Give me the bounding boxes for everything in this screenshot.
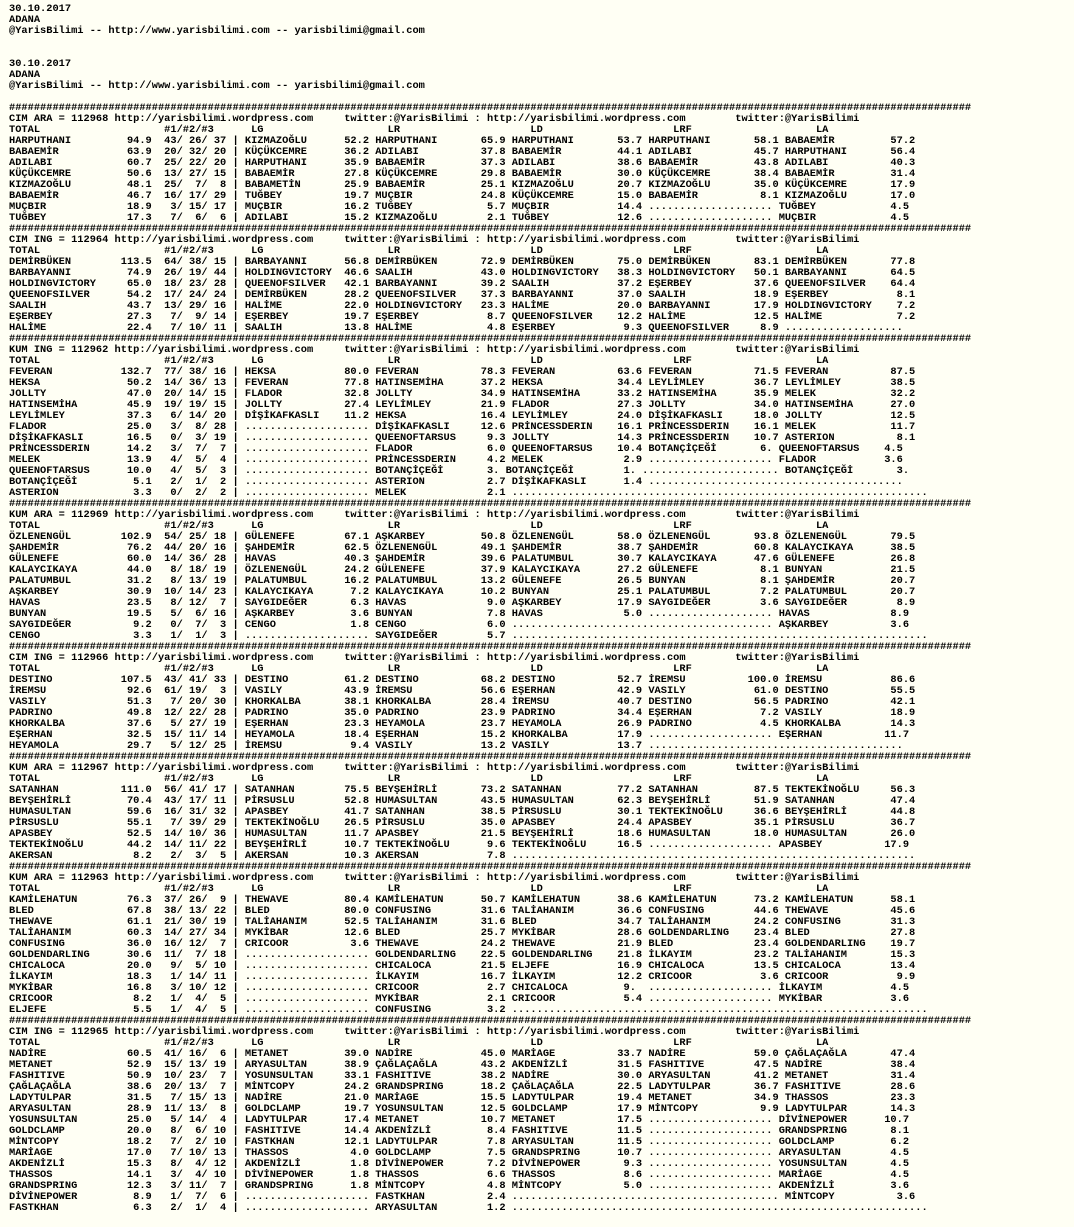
text-line: KÜÇÜKCEMRE 50.6 13/ 27/ 15 | BABAEMİR 27.8 KÜÇÜKCEMRE 29.8 BABAEMİR 30.0 KÜÇÜKCEMRE 38.4 BABAEMİR 31.4 (9, 168, 916, 180)
text-line: TOTAL #1/#2/#3 LG LR LD LRF LA (9, 520, 829, 532)
text-line: ADILABI 60.7 25/ 22/ 20 | HARPUTHANI 35.9 BABAEMİR 37.3 ADILABI 38.6 BABAEMİR 43.8 ADILABI 40.3 (9, 157, 916, 169)
text-line: TOTAL #1/#2/#3 LG LR LD LRF LA (9, 1037, 829, 1049)
text-line: TOTAL #1/#2/#3 LG LR LD LRF LA (9, 124, 829, 136)
text-line: LADYTULPAR 31.5 7/ 15/ 13 | NADİRE 21.0 MARİAGE 15.5 LADYTULPAR 19.4 METANET 34.9 THASSOS 23.3 (9, 1092, 916, 1104)
text-line: CENGO 3.3 1/ 1/ 3 | .................... SAYGIDEĞER 5.7 ................................................................... (9, 630, 928, 642)
text-line: TOTAL #1/#2/#3 LG LR LD LRF LA (9, 245, 829, 257)
text-line: VASILY 51.3 7/ 20/ 30 | KHORKALBA 38.1 KHORKALBA 28.4 İREMSU 40.7 DESTINO 56.5 PADRINO 42.1 (9, 696, 916, 708)
text-line: DİVİNEPOWER 8.9 1/ 7/ 6 | .................... FASTKHAN 2.4 ........................................... MİNTCOPY 3.6 (9, 1191, 916, 1203)
text-line: MİNTCOPY 18.2 7/ 2/ 10 | FASTKHAN 12.1 LADYTULPAR 7.8 ARYASULTAN 11.5 .................... GOLDCLAMP 6.2 (9, 1136, 910, 1148)
text-line: HAVAS 23.5 8/ 12/ 7 | SAYGIDEĞER 6.3 HAVAS 9.0 AŞKARBEY 17.9 SAYGIDEĞER 3.6 SAYGIDEĞER 8.9 (9, 597, 916, 609)
text-line: KUM ARA = 112967 http://yarisbilimi.wordpress.com twitter:@YarisBilimi : http://yarisbilimi.wordpress.com twitter:@YarisBilimi (9, 762, 860, 774)
text-line: GOLDENDARLING 30.6 11/ 7/ 18 | .................... GOLDENDARLING 22.5 GOLDENDARLING 21.8 İLKAYIM 23.2 TALİAHANIM 15.3 (9, 949, 916, 961)
text-line: FEVERAN 132.7 77/ 38/ 16 | HEKSA 80.0 FEVERAN 78.3 FEVERAN 63.6 FEVERAN 71.5 FEVERAN 87.5 (9, 366, 916, 378)
text-line: BARBAYANNI 74.9 26/ 19/ 44 | HOLDINGVICTORY 46.6 SAALIH 43.0 HOLDINGVICTORY 38.3 HOLDINGVICTORY 50.1 BARBAYANNI 64.5 (9, 267, 916, 279)
text-line: HEYAMOLA 29.7 5/ 12/ 25 | İREMSU 9.4 VASILY 13.2 VASILY 13.7 ......................................... (9, 740, 903, 752)
text-line: FASHITIVE 50.9 10/ 23/ 7 | YOSUNSULTAN 33.1 FASHITIVE 38.2 NADİRE 30.0 ARYASULTAN 41.2 METANET 31.4 (9, 1070, 916, 1082)
text-line: ADANA (9, 69, 41, 81)
text-line: ŞAHDEMİR 76.2 44/ 20/ 16 | ŞAHDEMİR 62.5 ÖZLENENGÜL 49.1 ŞAHDEMİR 38.7 ŞAHDEMİR 60.8 KALAYCIKAYA 38.5 (9, 542, 916, 554)
text-line: BOTANÇİÇEĞİ 5.1 2/ 1/ 2 | .................... ASTERION 2.7 DİŞİKAFKASLI 1.4 ......................................... (9, 476, 903, 488)
text-line: DEMİRBÜKEN 113.5 64/ 38/ 15 | BARBAYANNI 56.8 DEMİRBÜKEN 72.9 DEMİRBÜKEN 75.0 DEMİRBÜKEN 83.1 DEMİRBÜKEN 77.8 (9, 256, 916, 268)
text-line: AKERSAN 8.2 2/ 3/ 5 | AKERSAN 10.3 AKERSAN 7.8 ................................................................. (9, 850, 916, 862)
text-line: BEYŞEHİRLİ 70.4 43/ 17/ 11 | PİRSUSLU 52.8 HUMASULTAN 43.5 HUMASULTAN 62.3 BEYŞEHİRLİ 51.9 SATANHAN 47.4 (9, 795, 916, 807)
text-line: TOTAL #1/#2/#3 LG LR LD LRF LA (9, 883, 829, 895)
text-line: CIM ING = 112964 http://yarisbilimi.wordpress.com twitter:@YarisBilimi : http://yarisbilimi.wordpress.com twitter:@YarisBilimi (9, 234, 860, 246)
text-line: MUÇBIR 18.9 3/ 15/ 17 | MUÇBIR 16.2 TUĞBEY 5.7 MUÇBIR 14.4 .................... TUĞBEY 4.5 (9, 201, 910, 213)
text-line: HOLDINGVICTORY 65.0 18/ 23/ 28 | QUEENOFSILVER 42.1 BARBAYANNI 39.2 SAALIH 37.2 EŞERBEY 37.6 QUEENOFSILVER 64.4 (9, 278, 916, 290)
text-line: JOLLTY 47.0 20/ 14/ 15 | FLADOR 32.8 JOLLTY 34.9 HATINSEMİHA 33.2 HATINSEMİHA 35.9 MELEK 32.2 (9, 388, 916, 400)
text-line: HARPUTHANI 94.9 43/ 26/ 37 | KIZMAZOĞLU 52.2 HARPUTHANI 65.9 HARPUTHANI 53.7 HARPUTHANI 58.1 BABAEMİR 57.2 (9, 135, 916, 147)
text-line: TUĞBEY 17.3 7/ 6/ 6 | ADILABI 15.2 KIZMAZOĞLU 2.1 TUĞBEY 12.6 .................... MUÇBIR 4.5 (9, 212, 910, 224)
text-line: ########################################################################################################################################################### (9, 641, 972, 653)
text-line: PİRSUSLU 55.1 7/ 39/ 29 | TEKTEKİNOĞLU 26.5 PİRSUSLU 35.0 APASBEY 24.4 APASBEY 35.1 PİRSUSLU 36.7 (9, 817, 916, 829)
text-line: KUM ARA = 112969 http://yarisbilimi.wordpress.com twitter:@YarisBilimi : http://yarisbilimi.wordpress.com twitter:@YarisBilimi (9, 509, 860, 521)
text-line: 30.10.2017 (9, 58, 72, 70)
text-line: HALİME 22.4 7/ 10/ 11 | SAALIH 13.8 HALİME 4.8 EŞERBEY 9.3 QUEENOFSILVER 8.9 ................... (9, 322, 903, 334)
text-line: TEKTEKİNOĞLU 44.2 14/ 11/ 22 | BEYŞEHİRLİ 10.7 TEKTEKİNOĞLU 9.6 TEKTEKİNOĞLU 16.5 .................... APASBEY 17.9 (9, 839, 910, 851)
text-line: CIM ARA = 112968 http://yarisbilimi.wordpress.com twitter:@YarisBilimi : http://yarisbilimi.wordpress.com twitter:@YarisBilimi (9, 113, 860, 125)
text-line: BUNYAN 19.5 5/ 6/ 16 | AŞKARBEY 3.6 BUNYAN 7.8 HAVAS 5.0 .................... HAVAS 8.9 (9, 608, 910, 620)
text-line: ELJEFE 5.5 1/ 4/ 5 | .................... CONFUSING 3.2 ................................................................... (9, 1004, 928, 1016)
text-line: ASTERION 3.3 0/ 2/ 2 | .................... MELEK 2.1 ................................................................... (9, 487, 928, 499)
text-line: MYKİBAR 16.8 3/ 10/ 12 | .................... CRICOOR 2.7 CHICALOCA 9. .................... İLKAYIM 4.5 (9, 982, 910, 994)
text-line: CRICOOR 8.2 1/ 4/ 5 | .................... MYKİBAR 2.1 CRICOOR 5.4 .................... MYKİBAR 3.6 (9, 993, 910, 1005)
text-line: İREMSU 92.6 61/ 19/ 3 | VASILY 43.9 İREMSU 56.6 EŞERHAN 42.9 VASILY 61.0 DESTINO 55.5 (9, 685, 916, 697)
text-line: ########################################################################################################################################################### (9, 498, 972, 510)
text-line: TOTAL #1/#2/#3 LG LR LD LRF LA (9, 355, 829, 367)
text-line: QUEENOFSILVER 54.2 17/ 24/ 24 | DEMİRBÜKEN 28.2 QUEENOFSILVER 37.3 BARBAYANNI 37.0 SAALIH 18.9 EŞERBEY 8.1 (9, 289, 916, 301)
text-line: HATINSEMİHA 45.9 19/ 19/ 15 | JOLLTY 27.4 LEYLİMLEY 21.9 FLADOR 27.3 JOLLTY 34.0 HATINSEMİHA 27.0 (9, 399, 916, 411)
text-line: ########################################################################################################################################################### (9, 1015, 972, 1027)
text-line: BABAEMİR 63.9 20/ 32/ 20 | KÜÇÜKCEMRE 36.2 ADILABI 37.8 BABAEMİR 44.1 ADILABI 45.7 HARPUTHANI 56.4 (9, 146, 916, 158)
text-line: 30.10.2017 (9, 3, 72, 15)
text-line: @YarisBilimi -- http://www.yarisbilimi.com -- yarisbilimi@gmail.com (9, 25, 425, 37)
text-line: DİŞİKAFKASLI 16.5 0/ 3/ 19 | .................... QUEENOFTARSUS 9.3 JOLLTY 14.3 PRİNCESSDERIN 10.7 ASTERION 8.1 (9, 432, 916, 444)
text-line: KHORKALBA 37.6 5/ 27/ 19 | EŞERHAN 23.3 HEYAMOLA 23.7 HEYAMOLA 26.9 PADRINO 4.5 KHORKALBA 14.3 (9, 718, 916, 730)
text-line: EŞERHAN 32.5 15/ 11/ 14 | HEYAMOLA 18.4 EŞERHAN 15.2 KHORKALBA 17.9 .................... EŞERHAN 11.7 (9, 729, 910, 741)
text-line: KAMİLEHATUN 76.3 37/ 26/ 9 | THEWAVE 80.4 KAMİLEHATUN 50.7 KAMİLEHATUN 38.6 KAMİLEHATUN 73.2 KAMİLEHATUN 58.1 (9, 894, 916, 906)
text-line: CIM ING = 112965 http://yarisbilimi.wordpress.com twitter:@YarisBilimi : http://yarisbilimi.wordpress.com twitter:@YarisBilimi (9, 1026, 860, 1038)
text-line: THASSOS 14.1 3/ 4/ 10 | DİVİNEPOWER 1.8 THASSOS 6.6 THASSOS 8.6 .................... MARİAGE 4.5 (9, 1169, 910, 1181)
text-line: EŞERBEY 27.3 7/ 9/ 14 | EŞERBEY 19.7 EŞERBEY 8.7 QUEENOFSILVER 12.2 HALİME 12.5 HALİME 7.2 (9, 311, 916, 323)
text-line: CHICALOCA 20.0 9/ 5/ 10 | .................... CHICALOCA 21.5 ELJEFE 16.9 CHICALOCA 13.5 CHICALOCA 13.4 (9, 960, 916, 972)
text-line: TOTAL #1/#2/#3 LG LR LD LRF LA (9, 663, 829, 675)
text-line: KUM ARA = 112963 http://yarisbilimi.wordpress.com twitter:@YarisBilimi : http://yarisbilimi.wordpress.com twitter:@YarisBilimi (9, 872, 860, 884)
text-line: GRANDSPRING 12.3 3/ 11/ 7 | GRANDSPRING 1.8 MİNTCOPY 4.8 MİNTCOPY 5.0 .................... AKDENİZLİ 3.6 (9, 1180, 910, 1192)
text-line: THEWAVE 61.1 21/ 30/ 19 | TALİAHANIM 52.5 TALİAHANIM 31.6 BLED 34.7 TALİAHANIM 24.2 CONFUSING 31.3 (9, 916, 916, 928)
text-line: APASBEY 52.5 14/ 10/ 36 | HUMASULTAN 11.7 APASBEY 21.5 BEYŞEHİRLİ 18.6 HUMASULTAN 18.0 HUMASULTAN 26.0 (9, 828, 916, 840)
text-line: SAYGIDEĞER 9.2 0/ 7/ 3 | CENGO 1.8 CENGO 6.0 .......................................... AŞKARBEY 3.6 (9, 619, 910, 631)
text-line: ########################################################################################################################################################### (9, 751, 972, 763)
text-line: KALAYCIKAYA 44.0 8/ 18/ 19 | ÖZLENENGÜL 24.2 GÜLENEFE 37.9 KALAYCIKAYA 27.2 GÜLENEFE 8.1 BUNYAN 21.5 (9, 564, 916, 576)
text-line: ########################################################################################################################################################### (9, 102, 972, 114)
text-line: GÜLENEFE 60.0 14/ 36/ 28 | HAVAS 40.3 ŞAHDEMİR 39.6 PALATUMBUL 30.7 KALAYCIKAYA 47.6 GÜLENEFE 26.8 (9, 553, 916, 565)
text-line: TOTAL #1/#2/#3 LG LR LD LRF LA (9, 773, 829, 785)
text-line: BLED 67.8 38/ 13/ 22 | BLED 80.0 CONFUSING 31.6 TALİAHANIM 36.6 CONFUSING 44.6 THEWAVE 45.6 (9, 905, 916, 917)
text-line: HUMASULTAN 59.6 16/ 31/ 32 | APASBEY 41.7 SATANHAN 38.5 PİRSUSLU 30.1 TEKTEKİNOĞLU 36.6 BEYŞEHİRLİ 44.8 (9, 806, 916, 818)
text-line: MARİAGE 17.0 7/ 10/ 13 | THASSOS 4.0 GOLDCLAMP 7.5 GRANDSPRING 10.7 .................... ARYASULTAN 4.5 (9, 1147, 910, 1159)
text-line (9, 48, 1074, 59)
text-line: FLADOR 25.0 3/ 8/ 28 | .................... DİŞİKAFKASLI 12.6 PRİNCESSDERIN 16.1 PRİNCESSDERIN 16.1 MELEK 11.7 (9, 421, 916, 433)
text-line: NADİRE 60.5 41/ 16/ 6 | METANET 39.0 NADİRE 45.0 MARİAGE 33.7 NADİRE 59.0 ÇAĞLAÇAĞLA 47.4 (9, 1048, 916, 1060)
text-line: PADRINO 49.8 12/ 22/ 28 | PADRINO 35.0 PADRINO 23.9 PADRINO 34.4 EŞERHAN 7.2 VASILY 18.9 (9, 707, 916, 719)
text-line: KUM ING = 112962 http://yarisbilimi.wordpress.com twitter:@YarisBilimi : http://yarisbilimi.wordpress.com twitter:@YarisBilimi (9, 344, 860, 356)
text-line: QUEENOFTARSUS 10.0 4/ 5/ 3 | .................... BOTANÇİÇEĞİ 3. BOTANÇİÇEĞİ 1. ...................... BOTANÇİÇEĞİ 3. (9, 465, 910, 477)
text-line: CONFUSING 36.0 16/ 12/ 7 | CRICOOR 3.6 THEWAVE 24.2 THEWAVE 21.9 BLED 23.4 GOLDENDARLING 19.7 (9, 938, 916, 950)
text-line: GOLDCLAMP 20.0 8/ 6/ 10 | FASHITIVE 14.4 AKDENİZLİ 8.4 FASHITIVE 11.5 .................... GRANDSPRING 8.1 (9, 1125, 910, 1137)
text-line: AKDENİZLİ 15.3 8/ 4/ 12 | AKDENİZLİ 1.8 DİVİNEPOWER 7.2 DİVİNEPOWER 9.3 .................... YOSUNSULTAN 4.5 (9, 1158, 910, 1170)
text-line: İLKAYIM 18.3 1/ 14/ 11 | .................... İLKAYIM 16.7 İLKAYIM 12.2 CRICOOR 3.6 CRICOOR 9.9 (9, 971, 916, 983)
text-line: ÖZLENENGÜL 102.9 54/ 25/ 18 | GÜLENEFE 67.1 AŞKARBEY 50.8 ÖZLENENGÜL 58.0 ÖZLENENGÜL 93.8 ÖZLENENGÜL 79.5 (9, 531, 916, 543)
text-line: SAALIH 43.7 13/ 29/ 16 | HALİME 22.0 HOLDINGVICTORY 23.3 HALİME 20.0 BARBAYANNI 17.9 HOLDINGVICTORY 7.2 (9, 300, 916, 312)
text-line: METANET 52.9 15/ 13/ 19 | ARYASULTAN 38.9 ÇAĞLAÇAĞLA 43.2 AKDENİZLİ 31.5 FASHITIVE 47.5 NADİRE 38.4 (9, 1059, 916, 1071)
text-line: ADANA (9, 14, 41, 26)
text-line: HEKSA 50.2 14/ 36/ 13 | FEVERAN 77.8 HATINSEMİHA 37.2 HEKSA 34.4 LEYLİMLEY 36.7 LEYLİMLEY 38.5 (9, 377, 916, 389)
text-line: MELEK 13.9 4/ 5/ 4 | .................... PRİNCESSDERIN 4.2 MELEK 2.9 .................... FLADOR 3.6 (9, 454, 903, 466)
text-line: FASTKHAN 6.3 2/ 1/ 4 | .................... ARYASULTAN 1.2 ................................................................... (9, 1202, 928, 1214)
text-line: @YarisBilimi -- http://www.yarisbilimi.com -- yarisbilimi@gmail.com (9, 80, 425, 92)
text-line: ARYASULTAN 28.9 11/ 13/ 8 | GOLDCLAMP 19.7 YOSUNSULTAN 12.5 GOLDCLAMP 17.9 MİNTCOPY 9.9 LADYTULPAR 14.3 (9, 1103, 916, 1115)
text-line: PRİNCESSDERIN 14.2 3/ 7/ 7 | .................... FLADOR 6.0 QUEENOFTARSUS 10.4 BOTANÇİÇEĞİ 6. QUEENOFTARSUS 4.5 (9, 443, 903, 455)
text-line: ########################################################################################################################################################### (9, 333, 972, 345)
text-line: AŞKARBEY 30.9 10/ 14/ 23 | KALAYCIKAYA 7.2 KALAYCIKAYA 10.2 BUNYAN 25.1 PALATUMBUL 7.2 PALATUMBUL 20.7 (9, 586, 916, 598)
text-line: LEYLİMLEY 37.3 6/ 14/ 20 | DİŞİKAFKASLI 11.2 HEKSA 16.4 LEYLİMLEY 24.0 DİŞİKAFKASLI 18.0 JOLLTY 12.5 (9, 410, 916, 422)
text-line: DESTINO 107.5 43/ 41/ 33 | DESTINO 61.2 DESTINO 68.2 DESTINO 52.7 İREMSU 100.0 İREMSU 86.6 (9, 674, 916, 686)
text-line: KIZMAZOĞLU 48.1 25/ 7/ 8 | BABAMETİN 25.9 BABAEMİR 25.1 KIZMAZOĞLU 20.7 KIZMAZOĞLU 35.0 KÜÇÜKCEMRE 17.9 (9, 179, 916, 191)
text-line: BABAEMİR 46.7 16/ 17/ 29 | TUĞBEY 19.7 MUÇBIR 24.8 KÜÇÜKCEMRE 15.0 BABAEMİR 8.1 KIZMAZOĞLU 17.0 (9, 190, 916, 202)
text-line (9, 37, 1074, 48)
text-line: ÇAĞLAÇAĞLA 38.6 20/ 13/ 7 | MİNTCOPY 24.2 GRANDSPRING 18.2 ÇAĞLAÇAĞLA 22.5 LADYTULPAR 36.7 FASHITIVE 28.6 (9, 1081, 916, 1093)
text-line: ########################################################################################################################################################### (9, 223, 972, 235)
text-line: CIM ING = 112966 http://yarisbilimi.wordpress.com twitter:@YarisBilimi : http://yarisbilimi.wordpress.com twitter:@YarisBilimi (9, 652, 860, 664)
text-line: TALİAHANIM 60.3 14/ 27/ 34 | MYKİBAR 12.6 BLED 25.7 MYKİBAR 28.6 GOLDENDARLING 23.4 BLED 27.8 (9, 927, 916, 939)
text-line: SATANHAN 111.0 56/ 41/ 17 | SATANHAN 75.5 BEYŞEHİRLİ 73.2 SATANHAN 77.2 SATANHAN 87.5 TEKTEKİNOĞLU 56.3 (9, 784, 916, 796)
text-line: PALATUMBUL 31.2 8/ 13/ 19 | PALATUMBUL 16.2 PALATUMBUL 13.2 GÜLENEFE 26.5 BUNYAN 8.1 ŞAHDEMİR 20.7 (9, 575, 916, 587)
text-line: ########################################################################################################################################################### (9, 861, 972, 873)
text-line: YOSUNSULTAN 25.0 5/ 14/ 4 | LADYTULPAR 17.4 METANET 10.7 METANET 17.5 .................... DİVİNEPOWER 10.7 (9, 1114, 910, 1126)
